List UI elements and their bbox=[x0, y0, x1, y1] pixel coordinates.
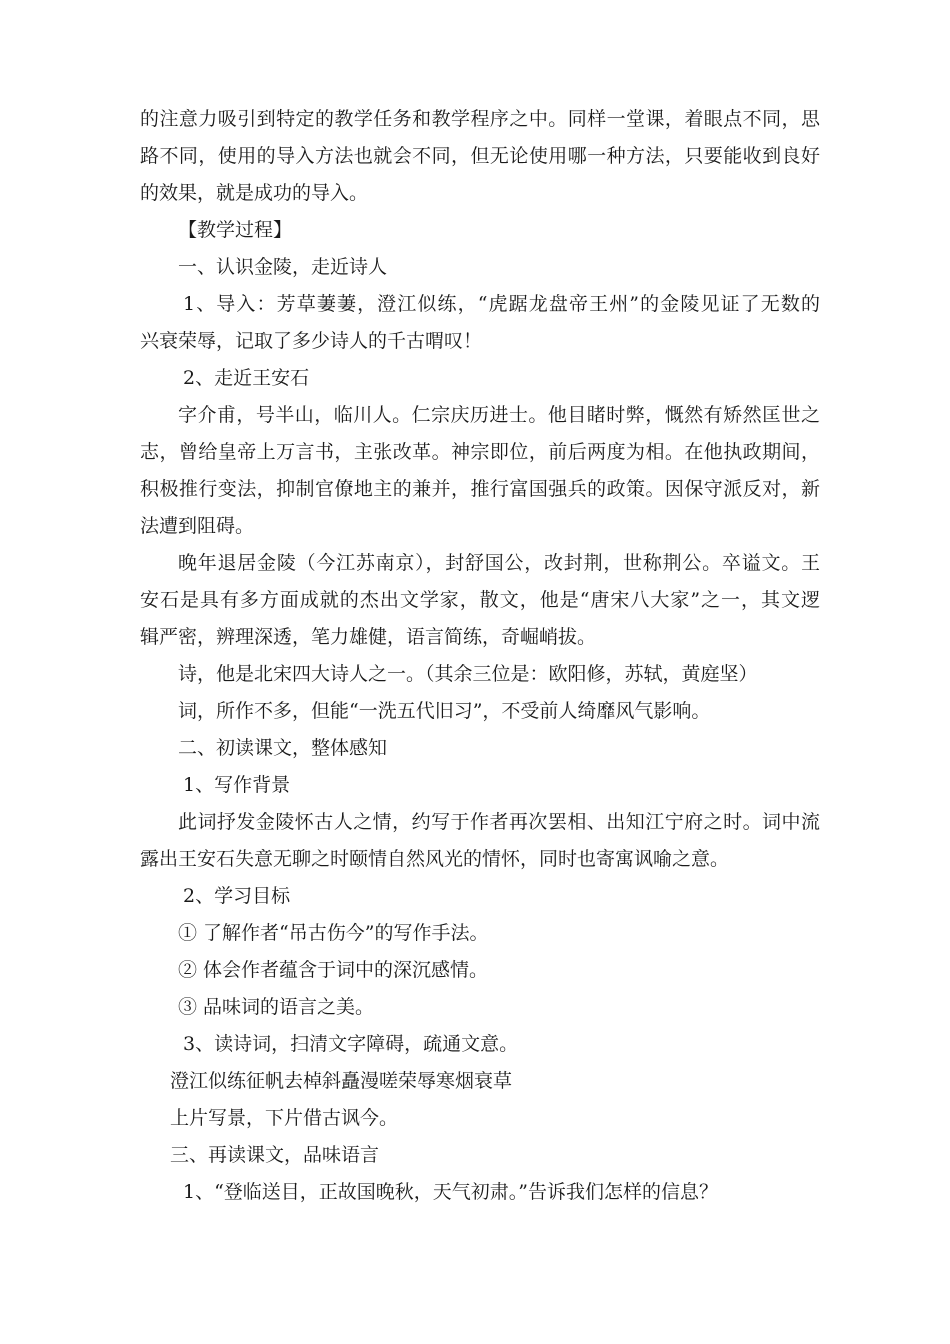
paragraph-line: 志，曾给皇帝上万言书，主张改革。神宗即位，前后两度为相。在他执政期间， bbox=[140, 441, 820, 463]
paragraph-line: 辑严密，辨理深透，笔力雄健，语言简练，奇崛峭拔。 bbox=[140, 626, 597, 648]
paragraph-line: 兴衰荣辱，记取了多少诗人的千古喟叹！ bbox=[140, 330, 483, 352]
goal-item-2: ② 体会作者蕴含于词中的深沉感情。 bbox=[178, 959, 489, 981]
goal-item-3: ③ 品味词的语言之美。 bbox=[178, 996, 375, 1018]
paragraph-line: 的效果，就是成功的导入。 bbox=[140, 182, 369, 204]
goal-item-1: ① 了解作者“吊古伤今”的写作手法。 bbox=[178, 922, 489, 944]
paragraph-line: 词，所作不多，但能“一洗五代旧习”，不受前人绮靡风气影响。 bbox=[178, 700, 711, 722]
paragraph-line: 此词抒发金陵怀古人之情，约写于作者再次罢相、出知江宁府之时。词中流 bbox=[178, 811, 820, 833]
paragraph-line: 1、导入：芳草萋萋，澄江似练，“虎踞龙盘帝王州”的金陵见证了无数的 bbox=[183, 293, 820, 315]
document-body bbox=[140, 101, 820, 1211]
subheading-reading: 3、读诗词，扫清文字障碍，疏通文意。 bbox=[183, 1033, 519, 1055]
section-heading-teaching-process: 【教学过程】 bbox=[178, 219, 293, 241]
subheading-learning-goals: 2、学习目标 bbox=[183, 885, 291, 907]
paragraph-line: 法遭到阻碍。 bbox=[140, 515, 255, 537]
paragraph-line: 晚年退居金陵（今江苏南京），封舒国公，改封荆，世称荆公。卒谥文。王 bbox=[178, 552, 820, 574]
section-heading-3: 三、再读课文，品味语言 bbox=[170, 1144, 380, 1166]
paragraph-line: 安石是具有多方面成就的杰出文学家，散文，他是“唐宋八大家”之一，其文逻 bbox=[140, 589, 820, 611]
paragraph-line: 上片写景，下片借古讽今。 bbox=[170, 1107, 399, 1129]
section-heading-1: 一、认识金陵，走近诗人 bbox=[178, 256, 388, 278]
question-line: 1、“登临送目，正故国晚秋，天气初肃。”告诉我们怎样的信息？ bbox=[183, 1181, 719, 1203]
paragraph-line: 诗，他是北宋四大诗人之一。（其余三位是：欧阳修，苏轼，黄庭坚） bbox=[178, 663, 758, 685]
paragraph-line: 积极推行变法，抑制官僚地主的兼并，推行富国强兵的政策。因保守派反对，新 bbox=[140, 478, 820, 500]
paragraph-line: 字介甫，号半山，临川人。仁宗庆历进士。他目睹时弊，慨然有矫然匡世之 bbox=[178, 404, 820, 426]
section-heading-2: 二、初读课文，整体感知 bbox=[178, 737, 388, 759]
paragraph-line: 路不同，使用的导入方法也就会不同，但无论使用哪一种方法，只要能收到良好 bbox=[140, 145, 820, 167]
vocabulary-line: 澄江似练征帆去棹斜矗漫嗟荣辱寒烟衰草 bbox=[170, 1070, 513, 1092]
subheading-wang-anshi: 2、走近王安石 bbox=[183, 367, 310, 389]
paragraph-line: 的注意力吸引到特定的教学任务和教学程序之中。同样一堂课，着眼点不同，思 bbox=[140, 108, 820, 130]
paragraph-line: 露出王安石失意无聊之时颐情自然风光的情怀，同时也寄寓讽喻之意。 bbox=[140, 848, 730, 870]
subheading-background: 1、写作背景 bbox=[183, 774, 291, 796]
